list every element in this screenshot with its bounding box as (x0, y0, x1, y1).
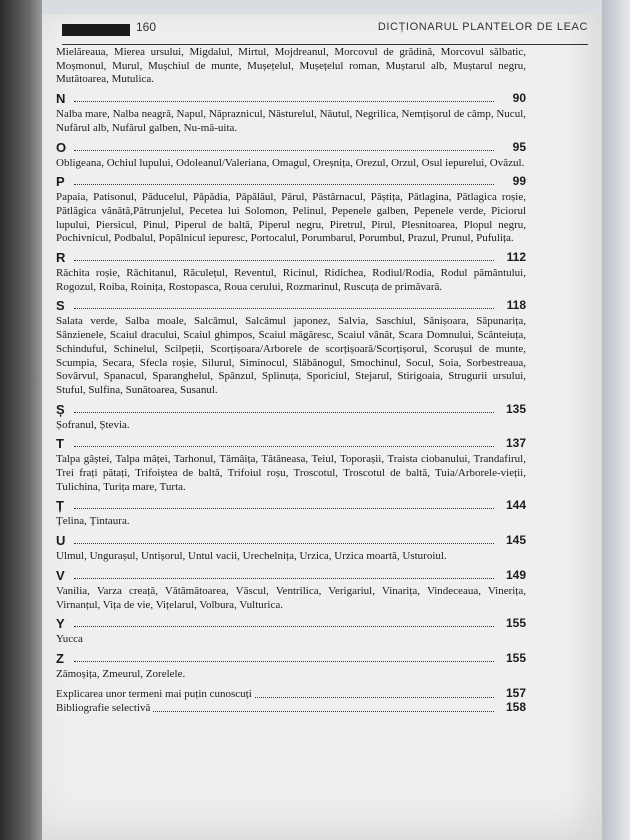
section-heading (56, 437, 526, 453)
footer-entry-glossary (56, 685, 526, 702)
leader-dots (74, 508, 494, 509)
section-z (56, 652, 526, 682)
section-page: 90 (512, 91, 526, 106)
section-letter: Z (56, 650, 64, 666)
leader-dots (74, 446, 494, 447)
index-content (56, 46, 526, 716)
section-page: 118 (506, 298, 526, 313)
section-page: 144 (505, 498, 526, 513)
section-page: 137 (505, 436, 526, 451)
section-entries: Salata verde, Salba moale, Salcâmul, Salcâmul japonez, Salvia, Saschiul, Sânișoara, Săpunarița, Sânzienele, Scaiul dracului, Scaiul ghimpos, Scaiul măgăresc, Scaiul vânăt, Scara Domnului, Scânteiuța, Schinduful, Schinelul, Scilpeții, Scorțișoara/Arborele de scorțișoară/Scorțișorul, Scorușul de munte, Scumpia, Secara, Sfecla roșie, Silurul, Siminocul, Slăbănogul, Smochinul, Socul, Soia, Sorbestreaua, Sovârvul, Spanacul, Sparanghelul, Spânzul, Splinuța, Sporiciul, Stejarul, Stirigoaia, Strugurii ursului, Stuful, Sulfina, Sunătoarea, Susanul. (56, 315, 526, 396)
section-o (56, 141, 526, 171)
header-bar-decoration (62, 24, 130, 36)
section-n (56, 92, 526, 135)
leader-dots (74, 184, 494, 185)
section-letter: O (56, 139, 67, 155)
section-page: 155 (505, 650, 526, 665)
section-entries: Talpa gâștei, Talpa mâței, Tarhonul, Tămâița, Tătăneasa, Teiul, Toporașii, Traista ciobanului, Trandafirul, Trei frați pătați, Trifoiștea de baltă, Trifoiul roșu, Troscotul, Troscotul de baltă, Tuia/Arborele-vieții, Tulichina, Turița mare, Turta. (56, 453, 526, 493)
section-letter: P (56, 174, 65, 190)
section-letter: U (56, 533, 66, 549)
section-s (56, 299, 526, 397)
section-entries: Yucca (56, 633, 83, 646)
section-entries: Răchita roșie, Răchitanul, Răculețul, Reventul, Ricinul, Ridichea, Rodiul/Rodia, Rodul pământului, Rogozul, Roiba, Roinița, Rostopasca, Roua cerului, Rozmarinul, Ruscuța de primăvară. (56, 267, 526, 293)
section-letter: Ț (56, 498, 64, 514)
leader-dots (74, 260, 494, 261)
section-y (56, 617, 526, 647)
leader-dots (74, 101, 494, 102)
section-letter: Y (56, 616, 65, 632)
section-entries: Papaia, Patisonul, Păducelul, Păpădia, Păpălăul, Părul, Păstârnacul, Păștița, Pătlagina, Pătlagica roșie, Pătlăgica vânătă,Pătrunjelul, Pecetea lui Solomon, Pelinul, Pepenele galben, Pepenele verde, Piciorul lupului, Piersicul, Pinul, Piperul de baltă, Piperul negru, Piretrul, Pirul, Plesnitoarea, Plopul negru, Pochivnicul, Podbalul, Popâlnicul iepuresc, Portocalul, Porumbarul, Porumbul, Prazul, Prunul, Pufulița. (56, 191, 526, 245)
section-t-comma (56, 499, 526, 529)
section-letter: T (56, 436, 64, 452)
running-header (62, 20, 588, 45)
section-page: 135 (505, 401, 526, 416)
section-letter: N (56, 91, 66, 107)
page-edge-background (602, 0, 630, 840)
section-page: 112 (506, 250, 526, 265)
section-letter: V (56, 567, 65, 583)
section-entries: Vanilia, Varza creață, Vătămătoarea, Văscul, Ventrilica, Verigariul, Vinarița, Vindeceaua, Vinerița, Virnanțul, Vița de vie, Vițelarul, Volbura, Vulturica. (56, 584, 526, 611)
section-page: 145 (505, 533, 526, 548)
section-heading (56, 652, 526, 668)
section-entries: Țelina, Țintaura. (56, 515, 130, 528)
footer-entry-label: Explicarea unor termeni mai puțin cunoscuți (56, 687, 252, 700)
section-page: 155 (505, 616, 526, 631)
leader-dots (74, 543, 494, 544)
section-s-comma (56, 403, 526, 433)
section-heading (56, 534, 526, 550)
footer-entry-bibliography (56, 699, 526, 716)
section-entries: Șofranul, Ștevia. (56, 418, 130, 431)
section-entries: Zămoșița, Zmeurul, Zorelele. (56, 667, 186, 680)
section-heading (56, 175, 526, 191)
footer-entry-label: Bibliografie selectivă (56, 701, 151, 714)
section-entries: Obligeana, Ochiul lupului, Odoleanul/Valeriana, Omagul, Oreșnița, Orezul, Orzul, Osul iepurelui, Ovăzul. (56, 156, 525, 169)
section-heading (56, 299, 526, 315)
footer-entry-page: 158 (505, 699, 526, 714)
section-r (56, 251, 526, 294)
section-heading (56, 141, 526, 157)
section-heading (56, 251, 526, 267)
section-heading (56, 569, 526, 585)
leader-dots (74, 661, 494, 662)
section-heading (56, 92, 526, 108)
section-page: 95 (512, 139, 526, 154)
section-letter: S (56, 298, 65, 314)
leader-dots (74, 308, 494, 309)
page-number: 160 (136, 20, 157, 34)
leader-dots (74, 626, 494, 627)
section-heading (56, 617, 526, 633)
section-letter: Ș (56, 401, 65, 417)
leader-dots (74, 578, 494, 579)
running-title: DICȚIONARUL PLANTELOR DE LEAC (377, 21, 588, 33)
leader-dots (74, 150, 494, 151)
leader-dots (74, 412, 494, 413)
section-heading (56, 403, 526, 419)
section-t (56, 437, 526, 494)
section-v (56, 569, 526, 612)
section-heading (56, 499, 526, 515)
section-p (56, 175, 526, 246)
section-entries: Ulmul, Ungurașul, Untișorul, Untul vacii, Urechelnița, Urzica, Urzica moartă, Usturoiul. (56, 550, 447, 563)
section-u (56, 534, 526, 564)
section-letter: R (56, 250, 66, 266)
section-entries: Nalba mare, Nalba neagră, Napul, Năpraznicul, Năsturelul, Năutul, Negrilica, Nemțișorul de câmp, Nucul, Nufărul alb, Nufărul galben, Nu-mă-uita. (56, 108, 526, 134)
footer-entry-page: 157 (505, 685, 526, 700)
intro-entries: Mielăreaua, Mierea ursului, Migdalul, Mirtul, Mojdreanul, Morcovul de grădină, Morcovul sălbatic, Moșmonul, Murul, Mușchiul de munte, Mușețelul, Mușețelul roman, Muștarul alb, Muștarul negru, Mutătoarea, Mutulica. (56, 46, 526, 86)
book-spine-shadow (0, 0, 42, 840)
section-page: 149 (505, 567, 526, 582)
section-page: 99 (512, 174, 526, 189)
